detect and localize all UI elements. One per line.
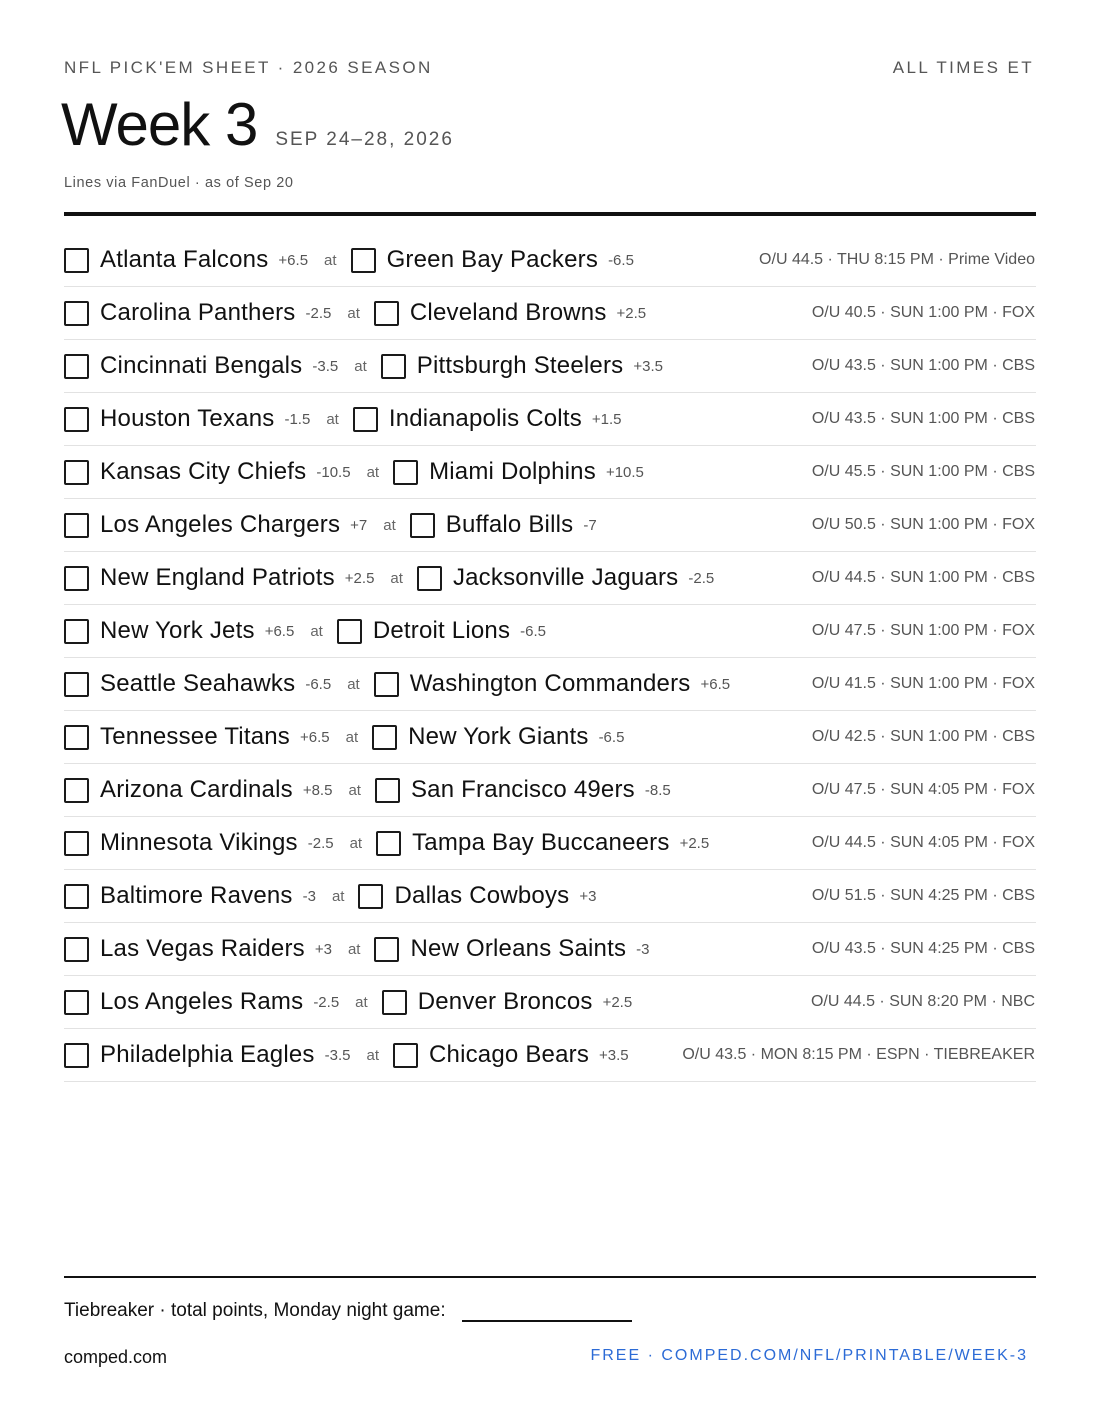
away-spread: +6.5 — [278, 251, 309, 269]
away-team: Los Angeles Chargers — [100, 511, 341, 538]
tiebreaker-row — [64, 1300, 632, 1322]
away-team: Arizona Cardinals — [100, 776, 293, 803]
home-spread: -6.5 — [608, 251, 634, 269]
home-spread: +2.5 — [679, 834, 710, 852]
away-spread: -2.5 — [313, 993, 340, 1011]
at-label: at — [347, 304, 360, 322]
away-spread: +6.5 — [300, 728, 330, 746]
home-spread: -7 — [583, 516, 597, 534]
game-row — [64, 817, 1036, 870]
away-pick-checkbox[interactable] — [64, 513, 89, 538]
at-label: at — [366, 463, 380, 481]
away-spread: -1.5 — [284, 410, 311, 428]
home-team: San Francisco 49ers — [410, 776, 635, 803]
at-label: at — [355, 993, 368, 1011]
home-spread: +6.5 — [700, 675, 731, 693]
away-spread: +8.5 — [302, 781, 333, 799]
away-pick-checkbox[interactable] — [64, 248, 89, 273]
away-pick-checkbox[interactable] — [64, 407, 89, 432]
at-label: at — [347, 940, 361, 958]
game-row — [64, 1029, 1036, 1082]
sheet-eyebrow: NFL PICK'EM SHEET · 2026 SEASON — [64, 58, 433, 77]
away-team: Philadelphia Eagles — [100, 1041, 315, 1068]
away-pick-checkbox[interactable] — [64, 354, 89, 379]
game-row — [64, 499, 1036, 552]
game-details: O/U 43.5 · MON 8:15 PM · ESPN · TIEBREAKER — [682, 1046, 1035, 1063]
game-row — [64, 976, 1036, 1029]
at-label: at — [347, 675, 360, 693]
game-details: O/U 43.5 · SUN 1:00 PM · CBS — [811, 410, 1035, 427]
tiebreaker-label: Tiebreaker · total points, Monday night game: — [64, 1300, 446, 1321]
game-details: O/U 40.5 · SUN 1:00 PM · FOX — [811, 304, 1035, 321]
game-row — [64, 446, 1036, 499]
at-label: at — [383, 516, 396, 534]
home-team: New York Giants — [408, 723, 589, 750]
game-row — [64, 287, 1036, 340]
home-pick-checkbox[interactable] — [382, 990, 407, 1015]
game-row — [64, 870, 1036, 923]
home-pick-checkbox[interactable] — [375, 778, 400, 803]
game-row — [64, 234, 1036, 287]
at-label: at — [390, 569, 403, 587]
home-team: Tampa Bay Buccaneers — [412, 829, 670, 856]
game-details: O/U 44.5 · SUN 8:20 PM · NBC — [810, 993, 1035, 1010]
at-label: at — [310, 622, 323, 640]
away-spread: +6.5 — [264, 622, 295, 640]
home-pick-checkbox[interactable] — [410, 513, 435, 538]
footer-divider — [64, 1276, 1036, 1278]
away-pick-checkbox[interactable] — [64, 566, 89, 591]
home-pick-checkbox[interactable] — [372, 725, 397, 750]
away-team: Kansas City Chiefs — [100, 458, 307, 485]
away-spread: -10.5 — [316, 463, 351, 481]
game-row — [64, 340, 1036, 393]
game-row — [64, 764, 1036, 817]
away-spread: -2.5 — [305, 304, 332, 322]
away-spread: +3 — [314, 940, 332, 958]
printable-link[interactable]: FREE · COMPED.COM/NFL/PRINTABLE/WEEK-3 — [590, 1347, 1028, 1364]
at-label: at — [326, 410, 339, 428]
at-label: at — [345, 728, 359, 746]
home-pick-checkbox[interactable] — [374, 301, 399, 326]
away-team: Atlanta Falcons — [100, 246, 269, 273]
away-spread: +2.5 — [344, 569, 375, 587]
home-pick-checkbox[interactable] — [374, 937, 399, 962]
away-team: Baltimore Ravens — [100, 882, 293, 909]
date-range: SEP 24–28, 2026 — [275, 129, 454, 150]
home-pick-checkbox[interactable] — [393, 460, 418, 485]
home-team: Miami Dolphins — [429, 458, 596, 485]
home-team: Detroit Lions — [372, 617, 511, 644]
away-spread: -6.5 — [305, 675, 332, 693]
away-pick-checkbox[interactable] — [64, 778, 89, 803]
away-pick-checkbox[interactable] — [64, 301, 89, 326]
away-pick-checkbox[interactable] — [64, 619, 89, 644]
game-details: O/U 42.5 · SUN 1:00 PM · CBS — [811, 728, 1035, 745]
game-row — [64, 393, 1036, 446]
away-spread: -3.5 — [324, 1046, 351, 1064]
header-eyebrow-row — [64, 58, 1036, 78]
away-team: Minnesota Vikings — [100, 829, 298, 856]
site-name: comped.com — [64, 1347, 168, 1367]
away-spread: -2.5 — [307, 834, 334, 852]
home-spread: -2.5 — [688, 569, 715, 587]
home-pick-checkbox[interactable] — [374, 672, 399, 697]
game-row — [64, 605, 1036, 658]
home-pick-checkbox[interactable] — [376, 831, 401, 856]
home-team: Pittsburgh Steelers — [416, 352, 624, 379]
at-label: at — [348, 781, 361, 799]
title-row — [61, 92, 454, 158]
home-team: Dallas Cowboys — [394, 882, 570, 909]
home-spread: +10.5 — [605, 463, 644, 481]
home-team: Buffalo Bills — [445, 511, 574, 538]
game-details: O/U 50.5 · SUN 1:00 PM · FOX — [811, 516, 1035, 533]
at-label: at — [324, 251, 337, 269]
game-details: O/U 43.5 · SUN 1:00 PM · CBS — [811, 357, 1035, 374]
home-pick-checkbox[interactable] — [353, 407, 378, 432]
timezone-note: ALL TIMES ET — [892, 58, 1034, 77]
away-pick-checkbox[interactable] — [64, 460, 89, 485]
away-team: Los Angeles Rams — [100, 988, 304, 1015]
home-pick-checkbox[interactable] — [393, 1043, 418, 1068]
at-label: at — [366, 1046, 379, 1064]
tiebreaker-answer-line[interactable] — [462, 1300, 632, 1322]
away-team: New York Jets — [100, 617, 255, 644]
at-label: at — [354, 357, 367, 375]
away-team: Seattle Seahawks — [100, 670, 296, 697]
pickem-sheet — [61, 0, 1036, 1425]
home-spread: -6.5 — [520, 622, 547, 640]
home-team: Cleveland Browns — [409, 299, 607, 326]
away-spread: +7 — [350, 516, 368, 534]
game-row — [64, 711, 1036, 764]
home-spread: +3.5 — [633, 357, 663, 375]
away-team: Carolina Panthers — [100, 299, 296, 326]
home-team: Indianapolis Colts — [388, 405, 582, 432]
game-details: O/U 44.5 · THU 8:15 PM · Prime Video — [759, 251, 1035, 268]
away-pick-checkbox[interactable] — [64, 1043, 89, 1068]
at-label: at — [331, 887, 345, 905]
away-pick-checkbox[interactable] — [64, 884, 89, 909]
game-details: O/U 43.5 · SUN 4:25 PM · CBS — [811, 940, 1035, 957]
game-details: O/U 51.5 · SUN 4:25 PM · CBS — [811, 887, 1035, 904]
at-label: at — [349, 834, 363, 852]
away-pick-checkbox[interactable] — [64, 937, 89, 962]
home-spread: -3 — [636, 940, 650, 958]
home-team: Denver Broncos — [417, 988, 593, 1015]
home-spread: +2.5 — [616, 304, 647, 322]
home-team: New Orleans Saints — [410, 935, 627, 962]
home-pick-checkbox[interactable] — [337, 619, 362, 644]
page-title: Week 3 — [61, 91, 258, 158]
game-details: O/U 45.5 · SUN 1:00 PM · CBS — [811, 463, 1035, 480]
away-pick-checkbox[interactable] — [64, 672, 89, 697]
home-spread: +1.5 — [591, 410, 622, 428]
away-team: Cincinnati Bengals — [100, 352, 303, 379]
home-team: Chicago Bears — [429, 1041, 590, 1068]
away-team: Tennessee Titans — [100, 723, 290, 750]
away-pick-checkbox[interactable] — [64, 725, 89, 750]
away-pick-checkbox[interactable] — [64, 831, 89, 856]
lines-source-note: Lines via FanDuel · as of Sep 20 — [64, 175, 294, 191]
home-pick-checkbox[interactable] — [417, 566, 442, 591]
home-team: Washington Commanders — [409, 670, 691, 697]
home-spread: +3.5 — [599, 1046, 629, 1064]
game-row — [64, 658, 1036, 711]
home-team: Green Bay Packers — [386, 246, 599, 273]
home-spread: -8.5 — [644, 781, 671, 799]
away-team: Houston Texans — [100, 405, 275, 432]
game-details: O/U 41.5 · SUN 1:00 PM · FOX — [811, 675, 1035, 692]
game-details: O/U 44.5 · SUN 4:05 PM · FOX — [811, 834, 1035, 851]
home-spread: +3 — [579, 887, 597, 905]
game-details: O/U 47.5 · SUN 1:00 PM · FOX — [811, 622, 1035, 639]
home-team: Jacksonville Jaguars — [452, 564, 679, 591]
game-row — [64, 552, 1036, 605]
home-spread: -6.5 — [598, 728, 625, 746]
games-list — [64, 234, 1036, 1082]
game-details: O/U 47.5 · SUN 4:05 PM · FOX — [811, 781, 1035, 798]
game-details: O/U 44.5 · SUN 1:00 PM · CBS — [811, 569, 1035, 586]
header-divider — [64, 212, 1036, 216]
away-team: New England Patriots — [100, 564, 335, 591]
home-spread: +2.5 — [602, 993, 633, 1011]
game-row — [64, 923, 1036, 976]
away-spread: -3 — [302, 887, 316, 905]
home-pick-checkbox[interactable] — [381, 354, 406, 379]
away-pick-checkbox[interactable] — [64, 990, 89, 1015]
home-pick-checkbox[interactable] — [351, 248, 376, 273]
away-team: Las Vegas Raiders — [100, 935, 305, 962]
home-pick-checkbox[interactable] — [358, 884, 383, 909]
away-spread: -3.5 — [312, 357, 339, 375]
